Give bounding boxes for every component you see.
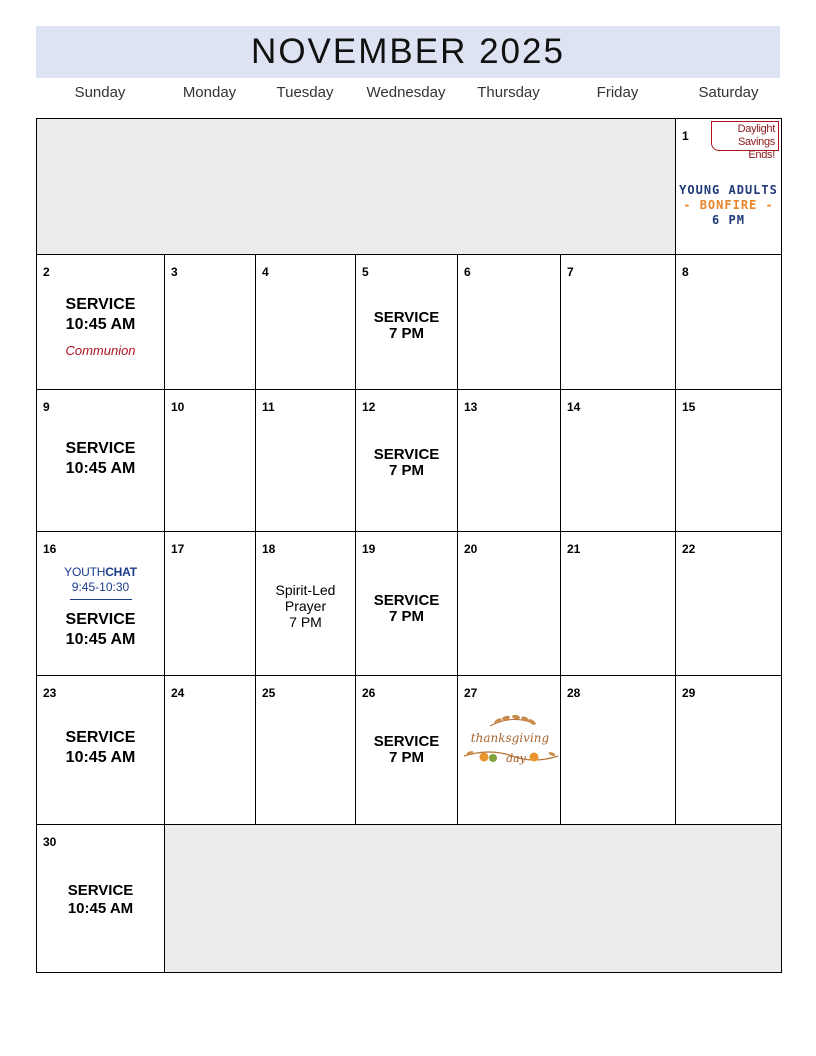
day-cell-30[interactable] (36, 824, 165, 973)
weekday-saturday: Saturday (698, 84, 759, 101)
day-number: 19 (362, 542, 376, 556)
day-cell-28[interactable] (560, 675, 676, 825)
day-number: 20 (464, 542, 478, 556)
day-cell-18[interactable] (255, 531, 356, 676)
young-adults-bonfire-event: YOUNG ADULTS - BONFIRE - 6 PM (679, 183, 778, 227)
svg-text:day: day (506, 752, 526, 765)
day-cell-8[interactable] (675, 254, 782, 390)
calendar-title: NOVEMBER 2025 (36, 26, 780, 78)
svg-text:thanksgiving: thanksgiving (470, 731, 550, 745)
wednesday-service-event: SERVICE 7 PM (373, 592, 440, 625)
day-number: 15 (682, 400, 696, 414)
day-number: 14 (567, 400, 581, 414)
day-cell-1[interactable] (675, 118, 782, 255)
day-number: 12 (362, 400, 376, 414)
day-number: 26 (362, 686, 376, 700)
sunday-service-event: SERVICE 10:45 AM (67, 882, 134, 917)
day-cell-13[interactable] (457, 389, 561, 532)
day-number: 3 (171, 265, 178, 279)
day-number: 18 (262, 542, 276, 556)
day-number: 8 (682, 265, 689, 279)
day-number: 6 (464, 265, 471, 279)
wednesday-service-event: SERVICE 7 PM (373, 733, 440, 766)
day-number: 30 (43, 835, 57, 849)
day-cell-24[interactable] (164, 675, 256, 825)
wednesday-service-event: SERVICE 7 PM (373, 309, 440, 342)
sunday-service-event: SERVICE 10:45 AM (65, 611, 136, 648)
day-number: 22 (682, 542, 696, 556)
day-number: 27 (464, 686, 478, 700)
prayer-event: Spirit-Led Prayer 7 PM (275, 582, 336, 630)
day-number: 11 (262, 400, 275, 414)
day-number: 29 (682, 686, 696, 700)
weekday-friday: Friday (596, 84, 639, 101)
day-cell-22[interactable] (675, 531, 782, 676)
day-cell-26[interactable] (355, 675, 458, 825)
day-number: 13 (464, 400, 478, 414)
day-cell-25[interactable] (255, 675, 356, 825)
day-cell-20[interactable] (457, 531, 561, 676)
youthchat-event: YOUTHCHAT 9:45-10:30 (37, 565, 164, 600)
empty-cell (36, 118, 676, 255)
day-number: 4 (262, 265, 269, 279)
communion-note: Communion (65, 343, 136, 358)
day-number: 17 (171, 542, 185, 556)
day-cell-16[interactable] (36, 531, 165, 676)
weekday-tuesday: Tuesday (276, 84, 334, 101)
wednesday-service-event: SERVICE 7 PM (373, 446, 440, 479)
day-number: 25 (262, 686, 276, 700)
day-cell-12[interactable] (355, 389, 458, 532)
sunday-service-event: SERVICE 10:45 AM (65, 729, 136, 766)
day-cell-10[interactable] (164, 389, 256, 532)
daylight-savings-note: Daylight Savings Ends! (711, 121, 779, 151)
day-number: 10 (171, 400, 185, 414)
day-cell-29[interactable] (675, 675, 782, 825)
weekday-monday: Monday (182, 84, 237, 101)
empty-cell (164, 824, 782, 973)
day-cell-6[interactable] (457, 254, 561, 390)
day-cell-11[interactable] (255, 389, 356, 532)
weekday-sunday: Sunday (74, 84, 126, 101)
divider (70, 599, 132, 600)
day-number: 21 (567, 542, 581, 556)
weekday-wednesday: Wednesday (366, 84, 446, 101)
day-cell-3[interactable] (164, 254, 256, 390)
day-cell-23[interactable] (36, 675, 165, 825)
day-cell-17[interactable] (164, 531, 256, 676)
day-cell-14[interactable] (560, 389, 676, 532)
day-cell-21[interactable] (560, 531, 676, 676)
sunday-service-event: SERVICE 10:45 AM (65, 296, 136, 333)
day-cell-27[interactable] (457, 675, 561, 825)
day-cell-19[interactable] (355, 531, 458, 676)
weekday-thursday: Thursday (477, 84, 540, 101)
day-number: 16 (43, 542, 57, 556)
day-number: 24 (171, 686, 185, 700)
day-number: 5 (362, 265, 369, 279)
day-cell-15[interactable] (675, 389, 782, 532)
youthchat-logo: YOUTHCHAT (64, 565, 137, 579)
day-number: 1 (682, 129, 689, 143)
thanksgiving-day-graphic (460, 712, 560, 772)
day-cell-9[interactable] (36, 389, 165, 532)
day-cell-2[interactable] (36, 254, 165, 390)
day-number: 7 (567, 265, 574, 279)
day-cell-5[interactable] (355, 254, 458, 390)
sunday-service-event: SERVICE 10:45 AM (65, 440, 136, 477)
day-cell-7[interactable] (560, 254, 676, 390)
day-cell-4[interactable] (255, 254, 356, 390)
weekday-header (36, 84, 782, 110)
day-number: 2 (43, 265, 50, 279)
day-number: 9 (43, 400, 50, 414)
day-number: 23 (43, 686, 57, 700)
day-number: 28 (567, 686, 581, 700)
